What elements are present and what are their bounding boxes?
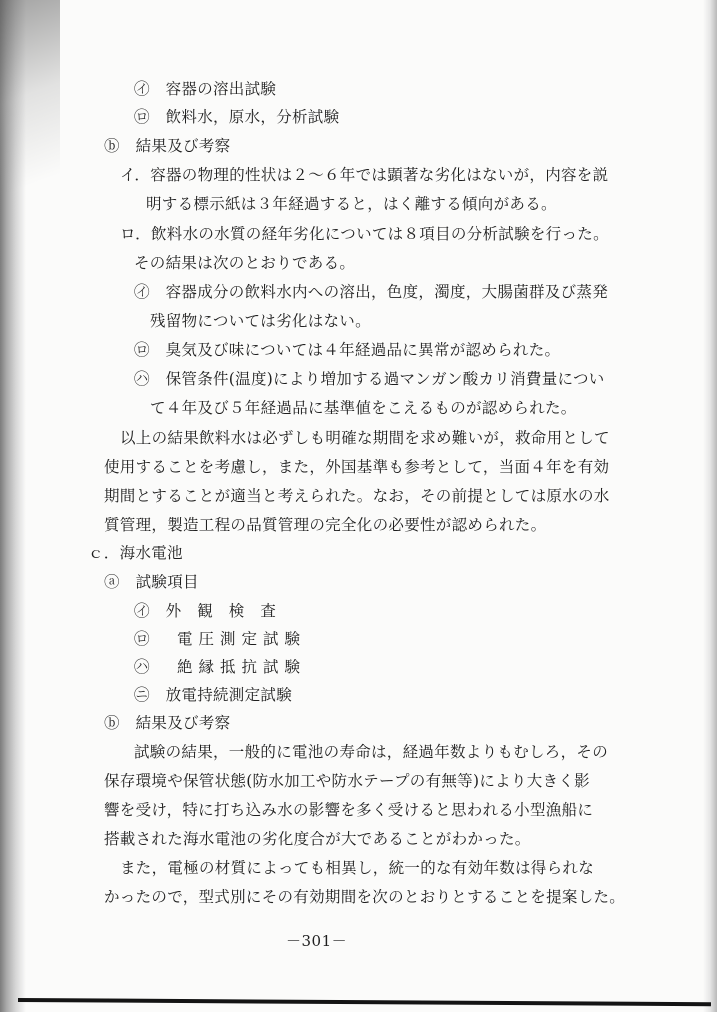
- text-line-29: かったので，型式別にその有効期間を次のとおりとすることを提案した。: [104, 888, 626, 906]
- text-line-12: て４年及び５年経過品に基準値をこえるものが認められた。: [150, 399, 577, 417]
- text-line-24: 試験の結果，一般的に電池の寿命は，経過年数よりもむしろ，その: [134, 743, 609, 761]
- text-line-2: ㋺ 飲料水，原水，分析試験: [134, 108, 340, 126]
- text-line-25: 保存環境や保管状態(防水加工や防水テープの有無等)により大きく影: [104, 772, 590, 790]
- text-line-8: ㋑ 容器成分の飲料水内への溶出，色度，濁度，大腸菌群及び蒸発: [134, 283, 609, 301]
- text-line-20: ㋺ 電圧測定試験: [134, 630, 307, 648]
- text-line-15: 期間とすることが適当と考えられた。なお，その前提としては原水の水: [104, 487, 610, 505]
- text-line-13: 以上の結果飲料水は必ずしも明確な期間を求め難いが，救命用として: [120, 429, 610, 447]
- text-line-18: ⓐ 試験項目: [104, 573, 199, 591]
- text-line-3: ⓑ 結果及び考察: [104, 137, 231, 155]
- text-line-10: ㋺ 臭気及び味については４年経過品に異常が認められた。: [134, 341, 561, 359]
- text-line-1: ㋑ 容器の溶出試験: [134, 80, 277, 98]
- text-line-23: ⓑ 結果及び考察: [104, 714, 231, 732]
- text-line-17: ｃ．海水電池: [88, 544, 183, 562]
- text-line-28: また，電極の材質によっても相異し，統一的な有効年数は得られな: [120, 859, 595, 877]
- page-edge-shadow-corner: [0, 0, 60, 240]
- text-line-6: ロ．飲料水の水質の経年劣化については８項目の分析試験を行った。: [120, 225, 609, 243]
- page-number: －301－: [286, 932, 348, 950]
- text-line-16: 質管理，製造工程の品質管理の完全化の必要性が認められた。: [104, 516, 547, 534]
- text-line-19: ㋑ 外 観 検 査: [134, 602, 277, 620]
- text-line-7: その結果は次のとおりである。: [134, 254, 356, 272]
- text-line-11: ㋩ 保管条件(温度)により増加する過マンガン酸カリ消費量につい: [134, 370, 605, 388]
- text-line-14: 使用することを考慮し，また，外国基準も参考として，当面４年を有効: [104, 458, 610, 476]
- text-line-26: 響を受け，特に打ち込み水の影響を多く受けると思われる小型漁船に: [104, 801, 594, 819]
- text-line-27: 搭載された海水電池の劣化度合が大であることがわかった。: [104, 830, 531, 848]
- page-bottom-edge: [18, 998, 711, 1006]
- page-edge-shadow-right: [703, 0, 717, 1012]
- text-line-5: 明する標示紙は３年経過すると，はく離する傾向がある。: [146, 195, 557, 213]
- text-line-21: ㋩ 絶縁抵抗試験: [134, 658, 307, 676]
- text-line-9: 残留物については劣化はない。: [150, 312, 371, 330]
- text-line-4: イ．容器の物理的性状は２～６年では顕著な劣化はないが，内容を説: [120, 166, 609, 184]
- text-line-22: ㋥ 放電持続測定試験: [134, 686, 293, 704]
